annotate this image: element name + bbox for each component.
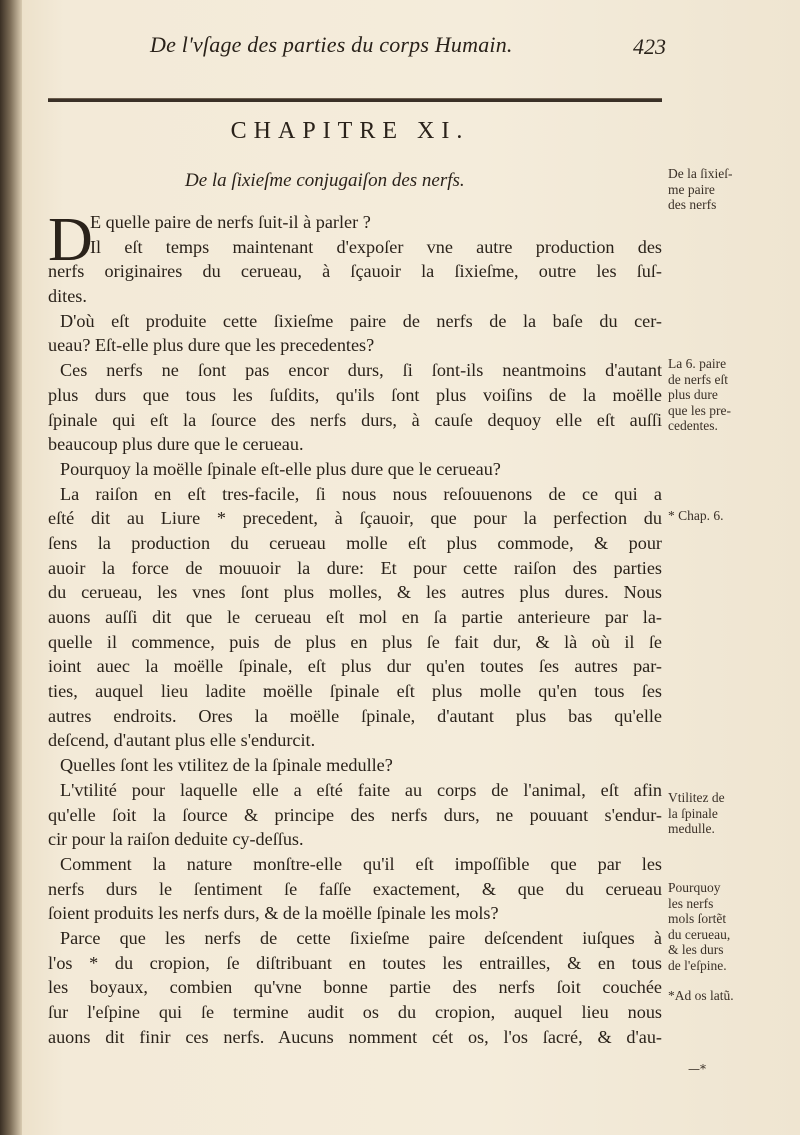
margin-note-line: & les durs [668, 942, 724, 957]
margin-note-line: Vtilitez de [668, 790, 725, 805]
body-line: Comment la nature monſtre-elle qu'il eſt impoſſible que par les [60, 853, 662, 874]
body-line: Parce que les nerfs de cette ſixieſme paire deſcendent iuſques à [60, 927, 662, 948]
body-line: eſté dit au Liure * precedent, à ſçauoir, que pour la perfection du [48, 508, 662, 529]
margin-note-line: la ſpinale [668, 805, 718, 821]
body-line: l'os * du cropion, ſe diſtribuant en toutes les entrailles, & en tous [48, 952, 662, 973]
body-line: ſpinale qui eſt la ſource des nerfs durs, à cauſe dequoy elle eſt auſſi [48, 409, 662, 430]
body-line: deſcend, d'autant plus elle s'endurcit. [48, 730, 316, 751]
margin-note-sixth-pair [668, 166, 768, 213]
body-line: qu'elle ſoit la ſource & principe des nerfs durs, ne pouuant s'endur- [48, 804, 662, 825]
body-line: L'vtilité pour laquelle elle a eſté faite au corps de l'animal, eſt afin [60, 779, 662, 800]
body-line: Ces nerfs ne ſont pas encor durs, ſi ſont-ils neantmoins d'autant [60, 360, 662, 381]
body-line: ioint auec la moëlle ſpinale, eſt plus dur qu'en toutes ſes autres par- [48, 656, 662, 677]
chapter-subtitle: De la ſixieſme conjugaiſon des nerfs. [185, 170, 465, 191]
margin-note-line: plus dure [668, 387, 718, 402]
chapter-title: CHAPITRE XI. [230, 118, 470, 144]
body-line: ſoient produits les nerfs durs, & de la moëlle ſpinale les mols? [48, 903, 499, 924]
running-head: De l'vſage des parties du corps Humain. [150, 32, 513, 57]
margin-note-utilities [668, 790, 768, 837]
body-line: Quelles ſont les vtilitez de la ſpinale medulle? [60, 755, 393, 776]
margin-note-line: medulle. [668, 821, 715, 836]
body-line: La raiſon en eſt tres-facile, ſi nous nous reſouuenons de ce qui a [60, 483, 662, 504]
page-header [150, 30, 670, 66]
margin-note-line: mols ſortẽt [668, 911, 727, 926]
margin-note-os-latum [668, 988, 768, 1004]
body-line: Pourquoy la moëlle ſpinale eſt-elle plus dure que le cerueau? [60, 458, 501, 479]
margin-note-harder [668, 356, 768, 434]
body-text [48, 206, 662, 1049]
margin-note-line: que les pre- [668, 402, 731, 418]
body-line: du cerueau, les vnes ſont plus molles, & les autres plus dures. Nous [48, 582, 662, 603]
body-line: beaucoup plus dure que le cerueau. [48, 434, 304, 455]
margin-note-chapter-ref [668, 508, 768, 524]
body-line: quelle il commence, puis de plus en plus ſe fait dur, & là où il ſe [48, 631, 662, 652]
header-rule [48, 98, 662, 102]
body-line: E quelle paire de nerfs ſuit-il à parler ? [90, 212, 371, 232]
margin-note-line: me paire [668, 181, 715, 197]
body-line: Il eſt temps maintenant d'expoſer vne autre production des [90, 236, 662, 257]
body-line: ſur l'eſpine qui ſe termine audit os du cropion, auquel lieu nous [48, 1002, 662, 1022]
margin-note-line: des nerfs [668, 197, 717, 212]
body-line: ueau? Eſt-elle plus dure que les precedentes? [48, 335, 375, 356]
page-number: 423 [633, 34, 666, 59]
margin-note-why [668, 880, 768, 973]
margin-note-line: De la ſixieſ- [668, 166, 733, 181]
body-line: auons dit finir ces nerfs. Aucuns nomment cét os, l'os ſacré, & d'au- [48, 1026, 662, 1047]
body-line: dites. [48, 286, 87, 307]
body-line: auoir la force de mouuoir la dure: Et pour cette raiſon des parties [48, 557, 662, 578]
body-line: ties, auquel lieu ladite moëlle ſpinale eſt plus molle qu'en tous ſes [48, 681, 662, 702]
body-line: nerfs originaires du cerueau, à ſçauoir la ſixieſme, outre les ſuſ- [48, 261, 662, 282]
body-line: cir pour la raiſon deduite cy-deſſus. [48, 829, 304, 850]
page-gutter [0, 0, 22, 1135]
margin-note-line: cedentes. [668, 418, 718, 433]
margin-note-line: *Ad os latũ. [668, 988, 734, 1003]
margin-note-line: de l'eſpine. [668, 957, 727, 973]
body-line: auons auſſi dit que le cerueau eſt mol en ſa partie anterieure par la- [48, 607, 662, 627]
margin-note-line: Pourquoy [668, 880, 721, 895]
margin-note-line: * Chap. 6. [668, 508, 724, 523]
margin-note-line: du cerueau, [668, 926, 731, 942]
body-line: plus durs que tous les ſuſdits, qu'ils ſont plus voiſins de la moëlle [48, 384, 662, 405]
margin-note-line: La 6. paire [668, 356, 727, 371]
margin-note-line: les nerfs [668, 895, 714, 911]
ornament-mark: —* [688, 1062, 706, 1076]
drop-cap: D [48, 206, 93, 274]
body-line: les boyaux, combien qu'vne bonne partie des nerfs ſoit couchée [48, 977, 662, 998]
margin-note-line: de nerfs eſt [668, 371, 728, 387]
body-line: autres endroits. Ores la moëlle ſpinale, d'autant plus bas qu'elle [48, 705, 662, 726]
body-line: nerfs durs le ſentiment ſe faſſe exactement, & que du cerueau [48, 878, 662, 899]
body-line: D'où eſt produite cette ſixieſme paire de nerfs de la baſe du cer- [60, 310, 662, 331]
body-line: ſens la production du cerueau molle eſt plus commode, & pour [48, 532, 662, 553]
